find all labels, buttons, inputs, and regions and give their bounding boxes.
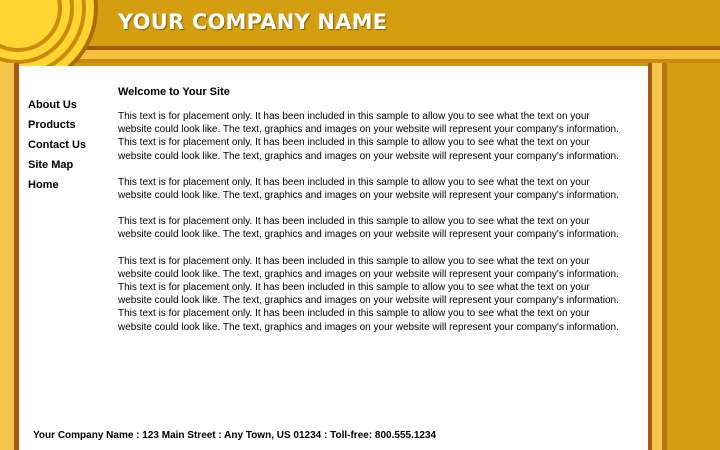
main-content <box>118 86 623 347</box>
body-paragraph: This text is for placement only. It has been included in this sample to allow you to see what the text on your website could look like. The text, graphics and images on your website will represent your company's information. This text is for placement only. It has been included in this sample to allow you to see what the text on your website could look like. The text, graphics and images on your website will represent your company's information. <box>118 111 619 162</box>
left-border-light <box>0 63 14 450</box>
company-title: YOUR COMPANY NAME <box>118 10 388 34</box>
page-heading: Welcome to Your Site <box>118 86 230 98</box>
nav-link-about-us[interactable]: About Us <box>28 99 77 111</box>
nav-link-home[interactable]: Home <box>28 179 59 191</box>
body-paragraph: This text is for placement only. It has been included in this sample to allow you to see what the text on your website could look like. The text, graphics and images on your website will represent your company's information. <box>118 216 619 241</box>
body-paragraph: This text is for placement only. It has been included in this sample to allow you to see what the text on your website could look like. The text, graphics and images on your website will represent your company's information. <box>118 176 619 202</box>
right-column-fill <box>667 63 720 450</box>
footer-address: Your Company Name : 123 Main Street : Any Town, US 01234 : Toll-free: 800.555.1234 <box>33 430 437 441</box>
nav-link-site-map[interactable]: Site Map <box>28 159 74 171</box>
sidebar-nav <box>28 95 86 195</box>
nav-link-contact-us[interactable]: Contact Us <box>28 139 87 151</box>
content-panel <box>19 66 648 450</box>
body-paragraph: This text is for placement only. It has been included in this sample to allow you to see what the text on your website could look like. The text, graphics and images on your website will represent your company's information. This text is for placement only. It has been included in this sample to allow you to see what the text on your website could look like. The text, graphics and images on your website will represent your company's information. This text is for placement only. It has been included in this sample to allow you to see what the text on your website could look like. The text, graphics and images on your website will represent your company's information. <box>118 255 619 333</box>
right-border-light <box>652 63 662 450</box>
nav-link-products[interactable]: Products <box>28 119 76 131</box>
